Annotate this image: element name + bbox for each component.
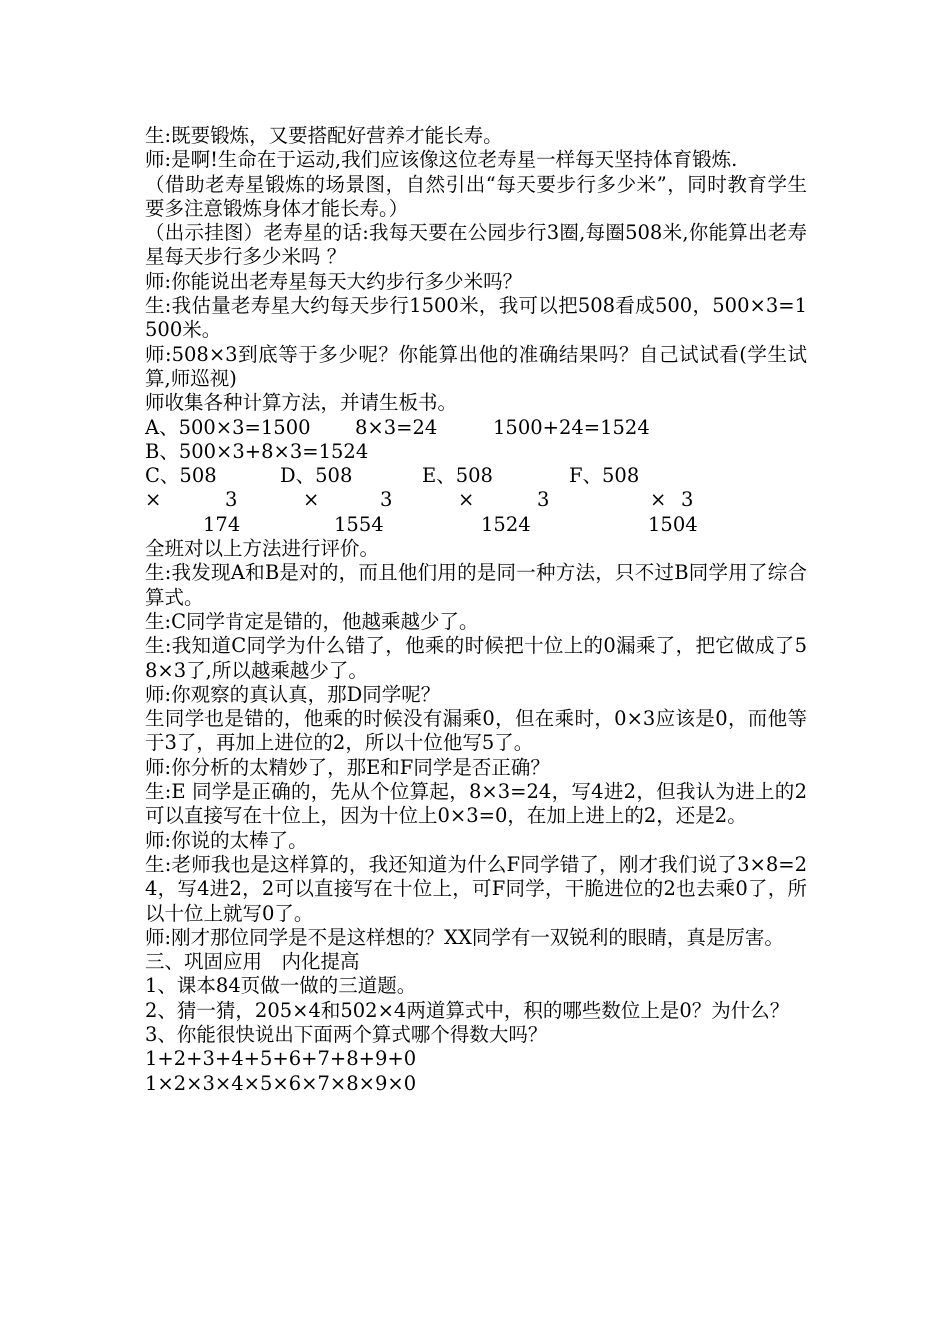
- method-a-line: [145, 416, 807, 440]
- method-c-label: C、508: [145, 464, 217, 488]
- dialogue-paragraph: 全班对以上方法进行评价。: [145, 537, 380, 561]
- dialogue-paragraph: 师:你说的太棒了。: [145, 828, 308, 852]
- method-a-step-2: 8×3=24: [355, 415, 438, 439]
- note-paragraph: （借助老寿星锻炼的场景图，自然引出“每天要步行多少米”，同时教育学生要多注意锻炼身体才能长寿。）: [145, 172, 807, 220]
- dialogue-paragraph: 师:刚才那位同学是不是这样想的？XX同学有一双锐利的眼睛，真是厉害。: [145, 925, 784, 949]
- method-f-result: 1504: [648, 512, 698, 536]
- expression-line: 1+2+3+4+5+6+7+8+9+0: [145, 1047, 417, 1071]
- exercise-item: 1、课本84页做一做的三道题。: [145, 974, 417, 998]
- dialogue-paragraph: 师收集各种计算方法，并请生板书。: [145, 391, 458, 415]
- exercise-item: 3、你能很快说出下面两个算式哪个得数大吗？: [145, 1022, 548, 1046]
- dialogue-paragraph: 生:我发现A和B是对的，而且他们用的是同一种方法，只不过B同学用了综合算式。: [145, 561, 807, 609]
- method-c-times-sign: ×: [145, 488, 162, 512]
- note-paragraph: （出示挂图）老寿星的话:我每天要在公园步行3圈,每圈508米,你能算出老寿星每天步行多少米吗 ？: [145, 221, 807, 269]
- dialogue-paragraph: 生:老师我也是这样算的，我还知道为什么F同学错了，刚才我们说了3×8=24，写4进2，2可以直接写在十位上，可F同学，干脆进位的2也去乘0了，所以十位上就写0了。: [145, 852, 807, 925]
- method-e-times-sign: ×: [458, 488, 475, 512]
- document-body: [145, 124, 807, 1096]
- dialogue-paragraph: 生:E 同学是正确的，先从个位算起，8×3=24，写4进2，但我认为进上的2可以直接写在十位上，因为十位上0×3=0，在加上进上的2，还是2。: [145, 780, 807, 828]
- dialogue-paragraph: 师:你分析的太精妙了，那E和F同学是否正确？: [145, 755, 550, 779]
- method-c-multiplier: 3: [225, 488, 238, 512]
- vertical-methods-multipliers: [145, 488, 807, 512]
- method-e-result: 1524: [481, 512, 531, 536]
- dialogue-paragraph: 生:我估量老寿星大约每天步行1500米，我可以把508看成500，500×3=1500米。: [145, 294, 807, 342]
- dialogue-paragraph: 师:你观察的真认真，那D同学呢？: [145, 682, 441, 706]
- method-d-times-sign: ×: [303, 488, 320, 512]
- dialogue-paragraph: 生:我知道C同学为什么错了，他乘的时候把十位上的0漏乘了，把它做成了58×3了,所以越乘越少了。: [145, 634, 807, 682]
- method-d-label: D、508: [280, 464, 353, 488]
- method-b-line: B、500×3+8×3=1524: [145, 439, 369, 463]
- method-d-result: 1554: [334, 512, 384, 536]
- dialogue-paragraph: 师:508×3到底等于多少呢？你能算出他的准确结果吗？自己试试看(学生试算,师巡视): [145, 342, 807, 390]
- expression-line: 1×2×3×4×5×6×7×8×9×0: [145, 1071, 417, 1095]
- vertical-methods-results: [145, 513, 807, 537]
- dialogue-paragraph: 师:你能说出老寿星每天大约步行多少米吗？: [145, 269, 523, 293]
- method-e-multiplier: 3: [537, 488, 550, 512]
- method-a-step-3: 1500+24=1524: [493, 415, 650, 439]
- exercise-item: 2、猜一猜，205×4和502×4两道算式中，积的哪些数位上是0？为什么？: [145, 998, 790, 1022]
- method-f-times-sign: ×: [650, 488, 667, 512]
- dialogue-paragraph: 生:既要锻炼，又要搭配好营养才能长寿。: [145, 124, 503, 147]
- method-c-result: 174: [203, 512, 241, 536]
- method-a-label: A、500×3=1500: [145, 415, 311, 439]
- dialogue-paragraph: 生同学也是错的，他乘的时候没有漏乘0，但在乘时，0×3应该是0，而他等于3了，再加上进位的2，所以十位他写5了。: [145, 707, 807, 755]
- dialogue-paragraph: 生:C同学肯定是错的，他越乘越少了。: [145, 609, 479, 633]
- method-f-label: F、508: [569, 464, 640, 488]
- dialogue-paragraph: 师:是啊!生命在于运动,我们应该像这位老寿星一样每天坚持体育锻炼.: [145, 148, 738, 172]
- method-f-multiplier: 3: [681, 488, 694, 512]
- section-heading: 三、巩固应用 内化提高: [145, 950, 360, 974]
- vertical-methods-labels: [145, 464, 807, 488]
- method-d-multiplier: 3: [380, 488, 393, 512]
- method-e-label: E、508: [422, 464, 493, 488]
